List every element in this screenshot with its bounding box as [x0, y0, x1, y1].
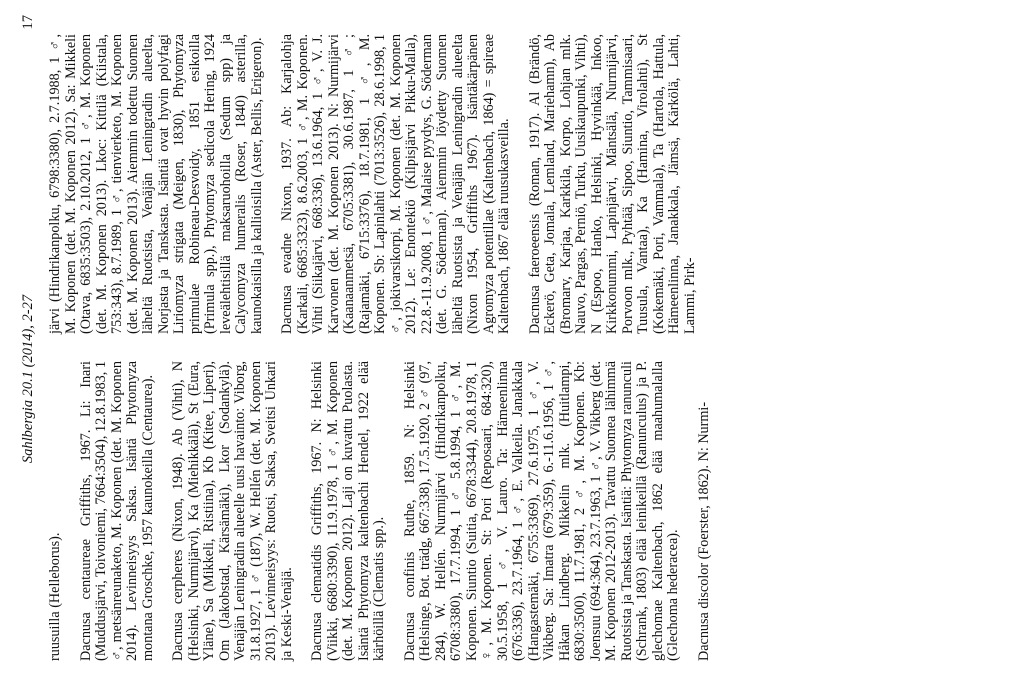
paragraph: ruusuilla (Helleborus).	[47, 532, 63, 661]
paragraph: järvi (Hindrikanpolku, 6798:3380), 2.7.1988, 1 ♂, M. Koponen (det. M. Koponen 2012). Sa: Mikkeli (Otava, 6835:3503), 2.10.2012, 1 ♂, M. Koponen (det. M. Koponen 2013). Lkoc: Kittilä (Kiistala, 753:343), 8.7.1989, 1 ♂, tienvierketo, M. Koponen (det. M. Koponen 2013). Aiemmin todettu Suomen läheltä Ruotsista, Venäjän Leningradin alueelta, Norjasta ja Tanskasta. Isäntiä ovat hyvin polyfagi Liriomyza strigata (Meigen, 1830), Phytomyza primulae Robineau-Desvoidy, 1851 esikoilla (Primula spp.), Phytomyza sedicola Hering, 1924 leveälehtisillä maksaruohoilla (Sedum spp) ja Calycomyza humeralis (Roser, 1840) asterilla, kaunokaisilla ja kallioisilla (Aster, Bellis, Erigeron).	[47, 34, 265, 334]
species-entry: Dacnusa evadne Nixon, 1937. Ab: Karjalohja (Karkali, 6685:3323), 8.6.2003, 1 ♂, M. Koponen. Vihti (Siikajärvi, 668:336), 13.6.1964, 1 ♂, V. J. Karvonen (det. M. Koponen 2013). N: Nurmijärvi (Kaanaanmetsä, 6705:3381), 30.6.1987, 1 ♂; (Rajamäki, 6715:3376), 18.7.1981, 1 ♂, M. Koponen. Sb: Lapinlahti (7013:3526), 28.6.1998, 1 ♂, jokivarsikorpi, M. Koponen (det. M. Koponen 2012). Le: Enontekiö (Kilpisjärvi Pikku-Malla), 22.8.-11.9.2008, 1 ♂, Malaise pyydys, G. Söderman (det. G. Söderman). Aiemmin löydetty Suomen läheltä Ruotsista ja Venäjän Leningradin alueelta (Nixon 1954, Griffiths 1967). Isäntäkärpänen Agromyza potentillae (Kaltenbach, 1864) = spireae Kaltenbach, 1867 elää ruusukasveilla.	[279, 34, 512, 334]
page-number: 17	[20, 15, 36, 30]
left-column	[48, 361, 1008, 661]
species-entry: Dacnusa cerpheres (Nixon, 1948). Ab (Vihti), N (Helsinki, Nurmijärvi), Ka (Miehikkälä), St (Eura, Yläne), Sa (Mikkeli, Ristiina), Kb (Kitee, Liperi), Om (Jakobstad, Kärsämäki), Lkor (Sodankylä). Venäjän Leningradin alueelle uusi havainto: Viborg, 31.8.1927, 1 ♂ (187), W. Hellén (det. M. Koponen 2013). Levinneisyys: Ruotsi, Saksa, Sveitsi Unkari ja Keski-Venäjä.	[170, 361, 295, 661]
species-entry: Dacnusa centaureae Griffiths, 1967. Li: Inari (Muddusjärvi, Toivoniemi, 7664:3504), 12.8.1983, 1 ♂, metsänreunaketo, M. Koponen (det. M. Koponen 2014). Levinneisyys Saksa. Isäntä Phytomyza montana Groschke, 1957 kaunokeilla (Centaurea).	[77, 361, 156, 661]
right-column	[48, 34, 1008, 334]
species-entry: Dacnusa confinis Ruthe, 1859. N: Helsinki (Helsinge, Bot. trädg, 667:338), 17.5.1920, 2 ♂ (97, 284), W. Hellén. Nurmijärvi (Hindrikanpolku, 6708:3380), 17.7.1994, 1 ♂ 5.8.1994, 1 ♂, M. Koponen. Siuntio (Suitia, 6678:3344), 20.8.1978, 1 ♀, M. Koponen. St: Pori (Reposaari, 684:320), 30.5.1958, 1 ♂, V. Lauro. Ta: Hämeenlinna (676:336), 23.7.1964, 1 ♂, E. Valkeila. Janakkala (Hangastemäki, 6755:3369), 27.6.1975, 1 ♂, V. Vikberg. Sa: Imatra (679:359), 6.-11.6.1956, 1 ♂, Håkan Lindberg. Mikkelin mlk. (Huitlampi, 6830:3500), 11.7.1981, 2 ♂, M. Koponen. Kb: Joensuu (694:364), 23.7.1963, 1 ♂, V. Vikberg (det. M. Koponen 2012-2013). Tavattu Suomea lähimmä Ruotsista ja Tanskasta. Isäntiä: Phytomyza ranunculi (Schrank, 1803) elää leinikeillä (Ranunculus) ja P. glechomae Kaltenbach, 1862 elää maahumalalla (Glechoma hederacea).	[401, 361, 681, 661]
species-entry: Dacnusa discolor (Foerster, 1862). N: Nurmi-	[695, 401, 712, 661]
species-entry: Dacnusa faeroeensis (Roman, 1917). Al (Brändö, Eckerö, Geta, Jomala, Lemland, Mariehamn), Ab (Bromarv, Karjaa, Karkkila, Korpo, Lohjan mlk. Nauvo, Pargas, Perniö, Turku, Uusikaupunki, Vihti), N (Espoo, Hanko, Helsinki, Hyvinkää, Inkoo, Kirkkonummi, Lapinjärvi, Mäntsälä, Nurmijärvi, Porvoon mlk., Pyhtää, Sipoo, Siuntio, Tammisaari, Tuusula, Vantaa), Ka (Hamina, Virolahti), St (Kokemäki, Pori, Vammala), Ta (Hartola, Hattula, Hämeenlinna, Janakkala, Jämsä, Kärkölä, Lahti, Lammi, Pirk-	[526, 34, 698, 334]
species-entry: Dacnusa clematidis Griffiths, 1967. N: Helsinki (Viikki, 6680:3390), 11.9.1978, 1 ♂, M. Koponen (det. M. Koponen 2012). Laji on kuvattu Puolasta. Isäntä Phytomyza kaltenbachi Hendel, 1922 elää kärhöillä (Clematis spp.).	[309, 361, 387, 661]
page-header	[20, 0, 42, 679]
running-head: Sahlbergia 20.1 (2014), 2-27	[20, 294, 36, 464]
